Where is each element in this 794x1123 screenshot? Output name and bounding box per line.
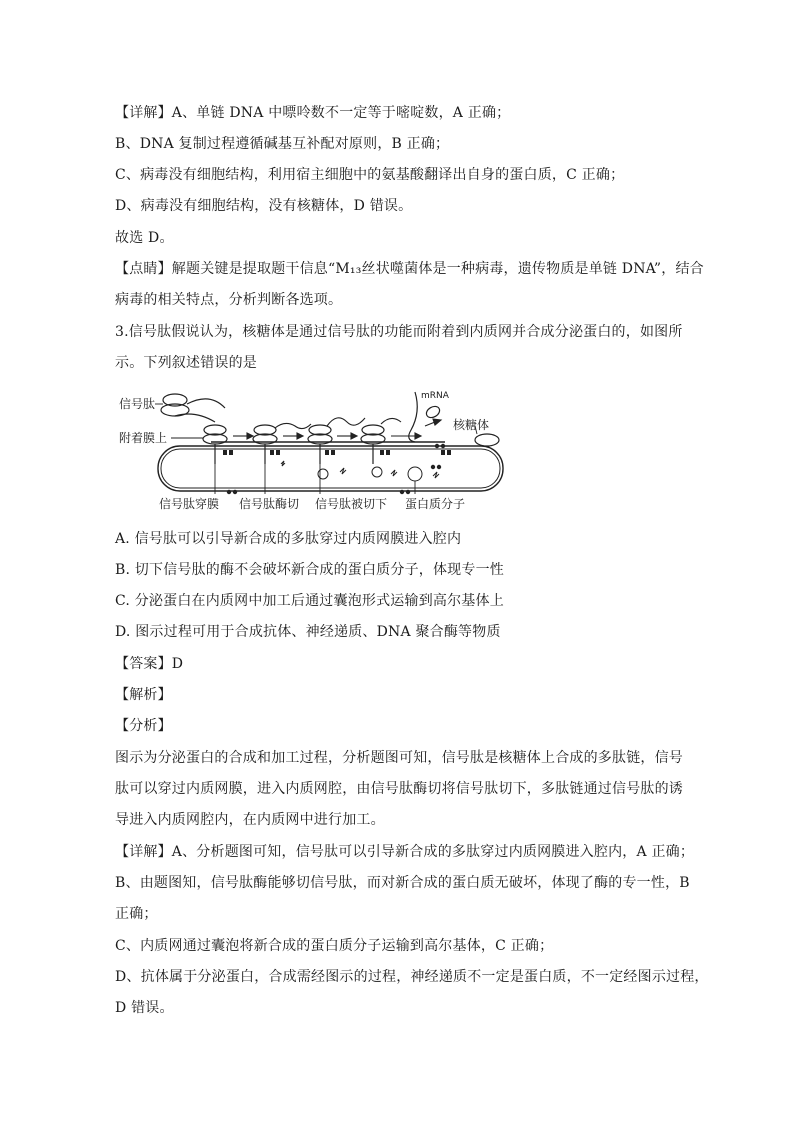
free-ribosome	[161, 394, 225, 416]
option-b: B. 切下信号肽的酶不会破坏新合成的蛋白质分子，体现专一性	[115, 562, 504, 578]
channel-squares	[223, 450, 451, 455]
text-line: D、病毒没有细胞结构，没有核糖体，D 错误。	[115, 198, 413, 214]
question-stem: 示。下列叙述错误的是	[115, 355, 257, 371]
text-line: 故选 D。	[115, 230, 174, 246]
option-c: C. 分泌蛋白在内质网中加工后通过囊泡形式运输到高尔基体上	[115, 593, 504, 609]
analysis-line: 图示为分泌蛋白的合成和加工过程，分析题图可知，信号肽是核糖体上合成的多肽链，信号	[115, 750, 683, 766]
process-arrows	[233, 419, 441, 439]
text-line: 【详解】A、单链 DNA 中嘌呤数不一定等于嘧啶数，A 正确；	[115, 105, 511, 121]
detail-line: 【详解】A、分析题图可知，信号肽可以引导新合成的多肽穿过内质网膜进入腔内，A 正确；	[115, 844, 695, 860]
label-signal-peptide: 信号肽	[119, 397, 156, 411]
answer: 【答案】D	[115, 656, 184, 672]
label-enzyme-cut: 信号肽酶切	[239, 497, 300, 511]
protein-molecules	[281, 461, 439, 481]
detail-line: B、由题图知，信号肽酶能够切信号肽，而对新合成的蛋白质无破坏，体现了酶的专一性，B	[115, 875, 690, 891]
analysis-line: 导进入内质网腔内，在内质网中进行加工。	[115, 812, 385, 828]
signal-peptide-diagram	[115, 382, 510, 514]
detail-line: C、内质网通过囊泡将新合成的蛋白质分子运输到高尔基体，C 正确；	[115, 938, 554, 954]
question-stem: 3.信号肽假说认为，核糖体是通过信号肽的功能而附着到内质网并合成分泌蛋白的，如图所	[115, 324, 683, 340]
detail-line: D、抗体属于分泌蛋白，合成需经图示的过程，神经递质不一定是蛋白质，不一定经图示过程，	[115, 969, 709, 985]
analysis-line: 肽可以穿过内质网膜，进入内质网腔，由信号肽酶切将信号肽切下，多肽链通过信号肽的诱	[115, 781, 683, 797]
text-line: 【点睛】解题关键是提取题干信息“M₁₃丝状噬菌体是一种病毒，遗传物质是单链 DNA”，结合	[115, 261, 704, 277]
detail-line: D 错误。	[115, 1000, 174, 1016]
option-d: D. 图示过程可用于合成抗体、神经递质、DNA 聚合酶等物质	[115, 624, 501, 640]
er-membrane-outer	[158, 446, 503, 491]
label-attach-membrane: 附着膜上	[119, 431, 168, 445]
label-penetrate: 信号肽穿膜	[159, 497, 220, 511]
label-mrna: mRNA	[421, 391, 449, 401]
label-cut-off: 信号肽被切下	[315, 497, 388, 511]
analysis-heading: 【解析】	[115, 687, 172, 703]
membrane-receptor-dots	[227, 444, 445, 494]
text-line: C、病毒没有细胞结构，利用宿主细胞中的氨基酸翻译出自身的蛋白质，C 正确；	[115, 167, 625, 183]
text-line: 病毒的相关特点，分析判断各选项。	[115, 292, 343, 308]
label-protein: 蛋白质分子	[405, 497, 466, 511]
attached-ribosomes	[203, 425, 385, 464]
fenxi-heading: 【分析】	[115, 718, 172, 734]
detail-line: 正确；	[115, 906, 158, 922]
text-line: B、DNA 复制过程遵循碱基互补配对原则，B 正确；	[115, 136, 450, 152]
label-ribosome: 核糖体	[453, 418, 490, 432]
option-a: A. 信号肽可以引导新合成的多肽穿过内质网膜进入腔内	[115, 531, 462, 547]
